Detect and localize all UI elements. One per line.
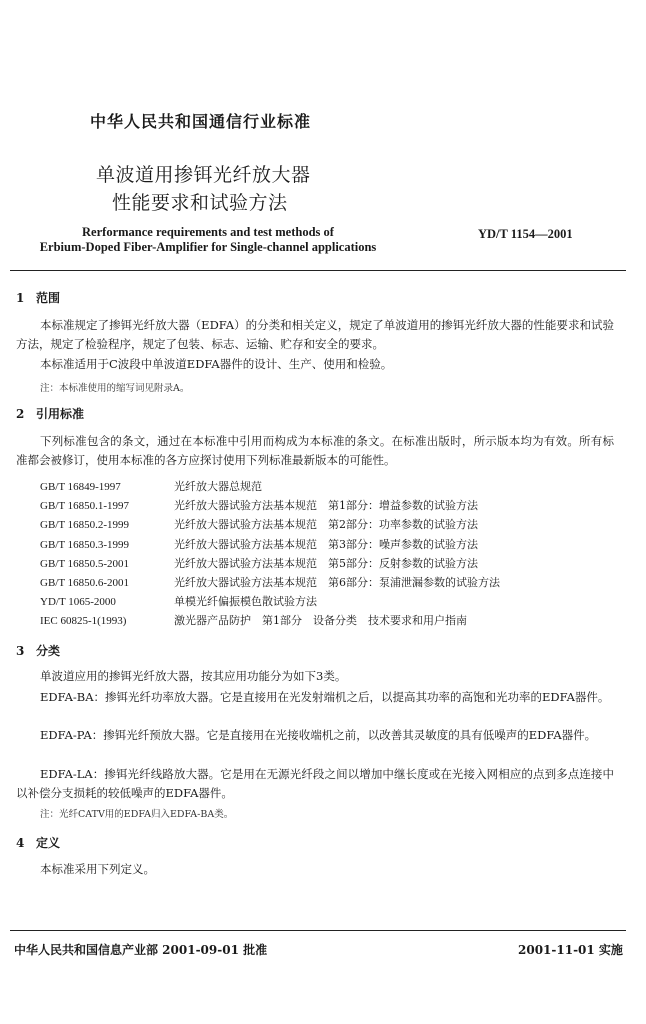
reference-title: 光纤放大器试验方法基本规范 第1部分：增益参数的试验方法 (174, 499, 478, 513)
issuing-organization: 中华人民共和国通信行业标准 (90, 112, 312, 131)
document-title-en (18, 225, 398, 255)
document-title-cn-line-2: 性能要求和试验方法 (112, 192, 288, 214)
reference-row (40, 592, 500, 611)
reference-title: 光纤放大器试验方法基本规范 第5部分：反射参数的试验方法 (174, 556, 478, 570)
section-title: 引用标准 (36, 407, 85, 421)
approval-line: 中华人民共和国信息产业部 2001-09-01 批准 (14, 943, 268, 957)
section-3-paragraph-4: EDFA-LA：掺铒光纤线路放大器。它是用在无源光纤段之间以增加中继长度或在光接入网相应的点到多点连接中以补偿分支损耗的较低噪声的EDFA器件。 (16, 767, 614, 800)
reference-row (40, 611, 500, 630)
section-1-heading (16, 289, 60, 306)
normative-references-list (40, 477, 500, 631)
section-3-paragraph-1: 单波道应用的掺铒光纤放大器，按其应用功能分为如下3类。 (40, 669, 347, 683)
reference-title: 光纤放大器试验方法基本规范 第6部分：泵浦泄漏参数的试验方法 (174, 575, 500, 589)
section-4-heading (16, 834, 60, 851)
reference-title: 光纤放大器总规范 (174, 480, 262, 493)
reference-title: 光纤放大器试验方法基本规范 第3部分：噪声参数的试验方法 (174, 537, 478, 551)
section-1-paragraph-2: 本标准适用于C波段中单波道EDFA器件的设计、生产、使用和检验。 (40, 357, 393, 371)
section-number: 4 (16, 836, 25, 850)
reference-code: GB/T 16850.3-1999 (40, 538, 130, 551)
section-title: 定义 (36, 836, 61, 850)
section-3-paragraph-2: EDFA-BA：掺铒光纤功率放大器。它是直接用在光发射端机之后，以提高其功率的高饱和光功率的EDFA器件。 (40, 690, 610, 704)
reference-title: 光纤放大器试验方法基本规范 第2部分：功率参数的试验方法 (174, 518, 478, 532)
reference-row (40, 573, 500, 592)
section-3-paragraph-3: EDFA-PA：掺铒光纤预放大器。它是直接用在光接收端机之前，以改善其灵敏度的具有低噪声的EDFA器件。 (40, 728, 597, 742)
reference-code: IEC 60825-1(1993) (40, 615, 127, 628)
reference-row (40, 554, 500, 573)
reference-row (40, 477, 500, 496)
reference-row (40, 496, 500, 515)
implementation-date: 2001-11-01 实施 (518, 943, 623, 957)
reference-code: GB/T 16850.2-1999 (40, 519, 130, 532)
reference-title: 激光器产品防护 第1部分 设备分类 技术要求和用户指南 (174, 614, 467, 628)
section-number: 1 (16, 291, 25, 305)
document-title-en-line-1: Rerformance requirements and test methods of (82, 225, 334, 239)
reference-row (40, 535, 500, 554)
document-title-en-line-2: Erbium-Doped Fiber-Amplifier for Single-channel applications (39, 240, 377, 254)
section-1-note: 注：本标准使用的缩写词见附录A。 (40, 383, 190, 394)
section-2-paragraph-1: 下列标准包含的条文，通过在本标准中引用而构成为本标准的条文。在标准出版时，所示版本均为有效。所有标准都会被修订，使用本标准的各方应探讨使用下列标准最新版本的可能性。 (16, 434, 614, 467)
reference-code: GB/T 16850.6-2001 (40, 576, 130, 589)
reference-row (40, 515, 500, 534)
section-title: 分类 (36, 644, 61, 658)
reference-code: GB/T 16850.5-2001 (40, 557, 130, 570)
standard-number: YD/T 1154—2001 (478, 227, 573, 241)
reference-title: 单模光纤偏振模色散试验方法 (174, 595, 317, 609)
section-number: 2 (16, 407, 25, 421)
header-divider (10, 270, 626, 271)
reference-code: GB/T 16849-1997 (40, 481, 121, 493)
section-2-heading (16, 405, 84, 422)
section-1-paragraph-1: 本标准规定了掺铒光纤放大器（EDFA）的分类和相关定义，规定了单波道用的掺铒光纤放大器的性能要求和试验方法，规定了检验程序，规定了包装、标志、运输、贮存和安全的要求。 (16, 318, 614, 351)
section-title: 范围 (36, 291, 61, 305)
reference-code: YD/T 1065-2000 (40, 596, 116, 609)
section-3-note: 注：光纤CATV用的EDFA归入EDFA-BA类。 (40, 809, 234, 820)
section-3-heading (16, 642, 60, 659)
section-number: 3 (16, 644, 25, 658)
footer-divider (10, 930, 626, 931)
section-4-paragraph-1: 本标准采用下列定义。 (40, 862, 155, 876)
document-title-cn-line-1: 单波道用掺铒光纤放大器 (96, 164, 311, 186)
reference-code: GB/T 16850.1-1997 (40, 500, 130, 513)
